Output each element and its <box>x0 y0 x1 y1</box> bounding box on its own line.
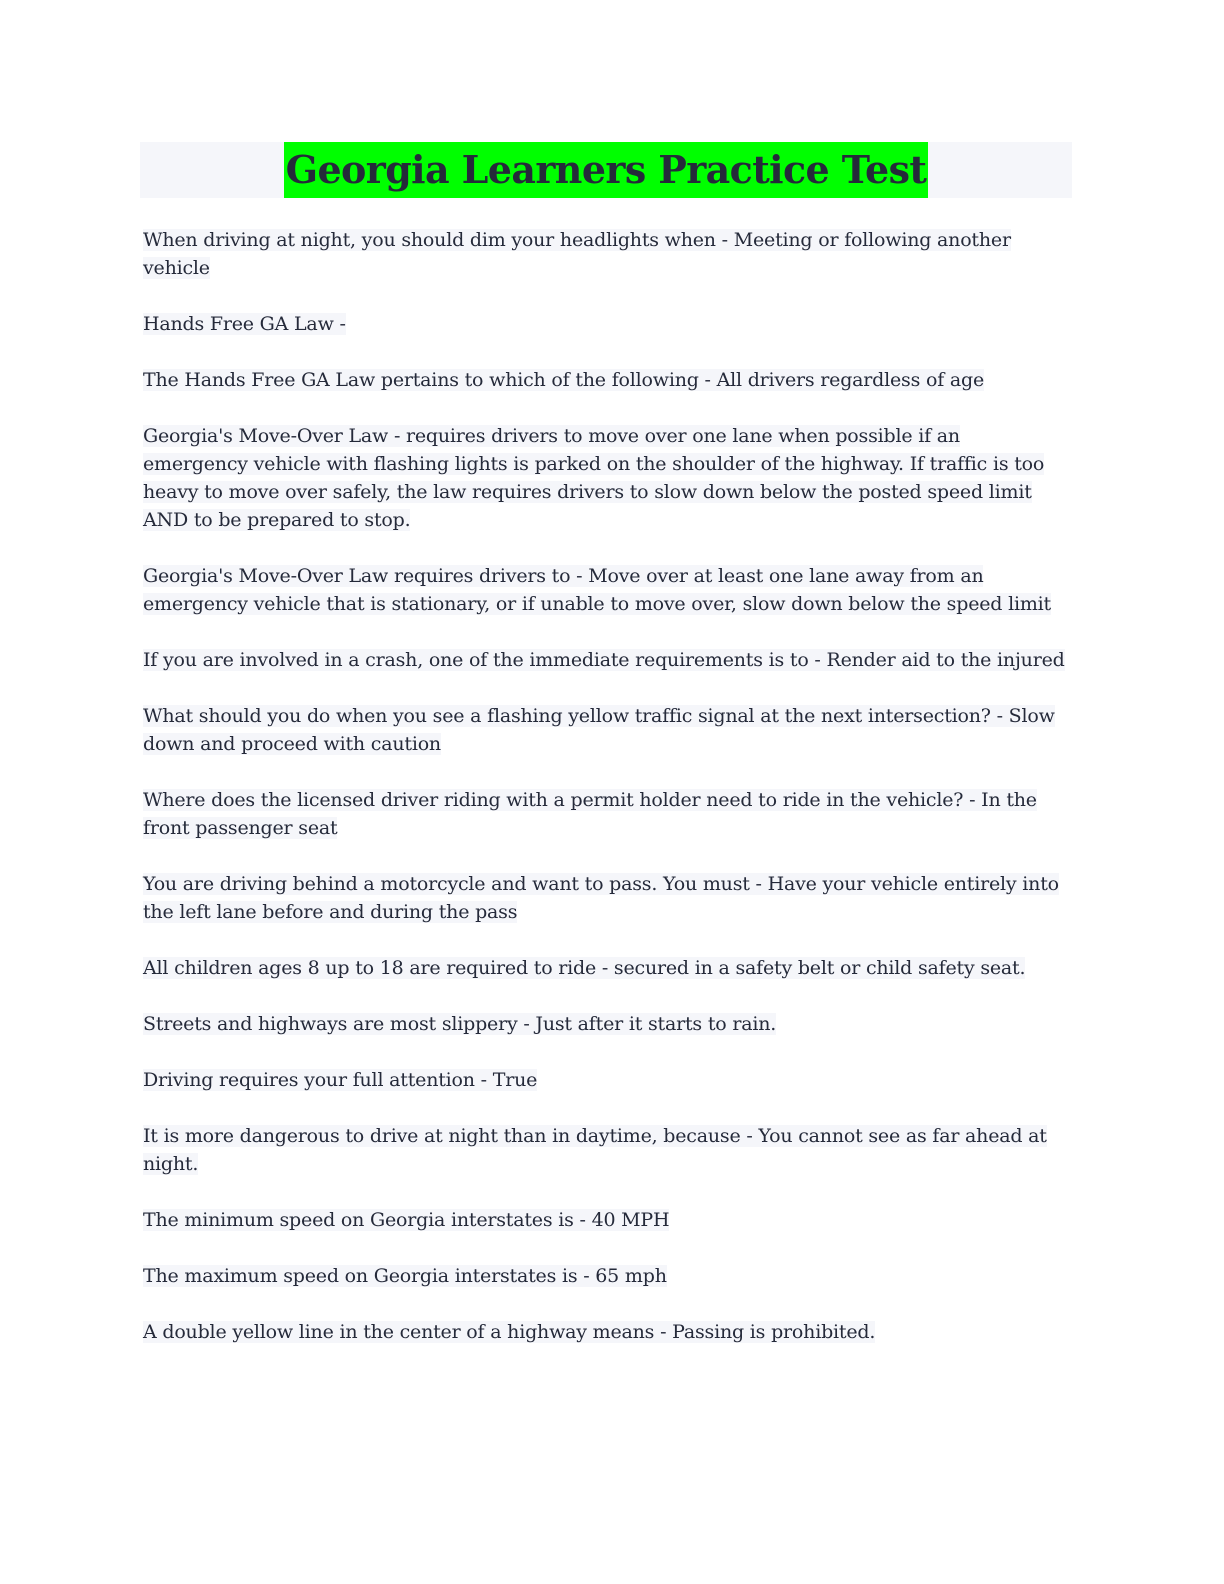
question-answer-text: Georgia's Move-Over Law requires drivers to - Move over at least one lane away from an emergency vehicle that is stationary, or if unable to move over, slow down below the speed limit <box>143 565 1051 615</box>
list-item <box>143 1206 1068 1234</box>
list-item <box>143 786 1068 842</box>
question-answer-text: You are driving behind a motorcycle and want to pass. You must - Have your vehicle entirely into the left lane before and during the pass <box>143 873 1059 923</box>
list-item <box>143 870 1068 926</box>
list-item <box>143 702 1068 758</box>
question-answer-text: All children ages 8 up to 18 are required to ride - secured in a safety belt or child safety seat. <box>143 957 1026 979</box>
list-item <box>143 366 1068 394</box>
question-answer-text: It is more dangerous to drive at night than in daytime, because - You cannot see as far ahead at night. <box>143 1125 1047 1175</box>
title-band <box>140 142 1072 198</box>
list-item <box>143 1318 1068 1346</box>
list-item <box>143 1010 1068 1038</box>
list-item <box>143 1262 1068 1290</box>
list-item <box>143 1122 1068 1178</box>
question-answer-text: The maximum speed on Georgia interstates is - 65 mph <box>143 1265 667 1287</box>
list-item <box>143 562 1068 618</box>
list-item <box>143 310 1068 338</box>
list-item <box>143 1066 1068 1094</box>
question-answer-text: Where does the licensed driver riding with a permit holder need to ride in the vehicle? - In the front passenger seat <box>143 789 1037 839</box>
question-answer-text: Streets and highways are most slippery - Just after it starts to rain. <box>143 1013 777 1035</box>
question-answer-text: Hands Free GA Law - <box>143 313 346 335</box>
list-item <box>143 226 1068 282</box>
question-answer-text: The Hands Free GA Law pertains to which of the following - All drivers regardless of age <box>143 369 985 391</box>
page-title: Georgia Learners Practice Test <box>284 142 929 198</box>
question-list <box>143 226 1068 1374</box>
list-item <box>143 422 1068 534</box>
question-answer-text: The minimum speed on Georgia interstates is - 40 MPH <box>143 1209 670 1231</box>
question-answer-text: Driving requires your full attention - True <box>143 1069 538 1091</box>
question-answer-text: If you are involved in a crash, one of the immediate requirements is to - Render aid to the injured <box>143 649 1065 671</box>
question-answer-text: When driving at night, you should dim your headlights when - Meeting or following another vehicle <box>143 229 1011 279</box>
list-item <box>143 954 1068 982</box>
question-answer-text: A double yellow line in the center of a highway means - Passing is prohibited. <box>143 1321 876 1343</box>
question-answer-text: Georgia's Move-Over Law - requires drivers to move over one lane when possible if an emergency vehicle with flashing lights is parked on the shoulder of the highway. If traffic is too heavy to move over safely, the law requires drivers to slow down below the posted speed limit AND to be prepared to stop. <box>143 425 1045 531</box>
list-item <box>143 646 1068 674</box>
question-answer-text: What should you do when you see a flashing yellow traffic signal at the next intersection? - Slow down and proceed with caution <box>143 705 1055 755</box>
